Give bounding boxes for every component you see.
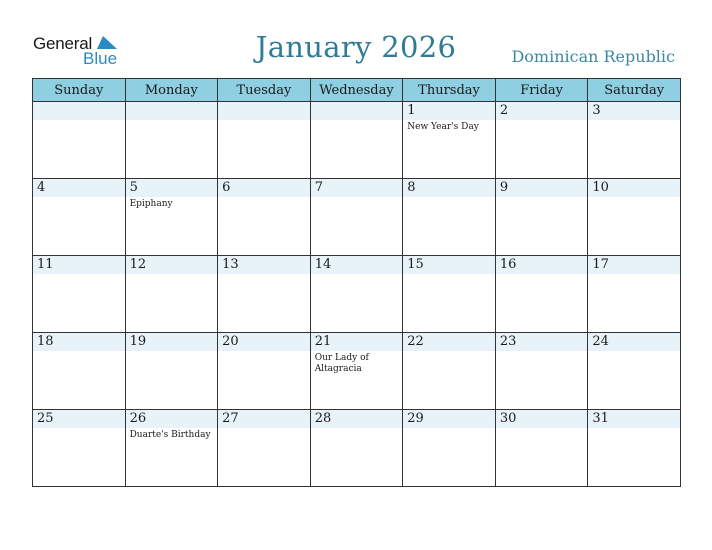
day-number: 9: [496, 179, 588, 197]
day-cell: [125, 256, 218, 333]
day-cell: [588, 333, 681, 410]
week-row: [33, 410, 681, 487]
day-number: [126, 102, 218, 120]
page-title: January 2026: [255, 30, 457, 64]
day-number: 31: [588, 410, 680, 428]
weekday-header: Sunday: [33, 79, 126, 102]
day-cell: [33, 256, 126, 333]
day-cell: [588, 410, 681, 487]
day-cell: [125, 333, 218, 410]
holiday-label: New Year's Day: [407, 122, 479, 132]
day-number: 6: [218, 179, 310, 197]
calendar-grid: [32, 78, 681, 487]
day-cell: [403, 102, 496, 179]
day-number: 12: [126, 256, 218, 274]
day-number: 1: [403, 102, 495, 120]
week-row: [33, 333, 681, 410]
day-number: 20: [218, 333, 310, 351]
day-cell: [403, 256, 496, 333]
weekday-header-row: [33, 79, 681, 102]
day-number: 23: [496, 333, 588, 351]
day-cell: [218, 410, 311, 487]
day-number: 18: [33, 333, 125, 351]
weekday-header: Tuesday: [218, 79, 311, 102]
day-cell: [310, 102, 403, 179]
day-cell: [403, 410, 496, 487]
weekday-header: Saturday: [588, 79, 681, 102]
day-cell: [495, 179, 588, 256]
day-number: 28: [311, 410, 403, 428]
day-cell: [218, 333, 311, 410]
day-number: 3: [588, 102, 680, 120]
day-cell: [403, 179, 496, 256]
day-cell: [588, 179, 681, 256]
day-number: 11: [33, 256, 125, 274]
day-cell: [495, 410, 588, 487]
day-number: 7: [311, 179, 403, 197]
day-cell: [125, 102, 218, 179]
day-number: 8: [403, 179, 495, 197]
day-cell: [125, 179, 218, 256]
day-number: 2: [496, 102, 588, 120]
holiday-label: Duarte's Birthday: [129, 430, 211, 440]
day-cell: [310, 333, 403, 410]
logo-text-blue: Blue: [83, 49, 118, 68]
day-cell: [495, 333, 588, 410]
weekday-header: Friday: [495, 79, 588, 102]
day-cell: [33, 333, 126, 410]
day-cell: [310, 256, 403, 333]
week-row: [33, 179, 681, 256]
day-number: 14: [311, 256, 403, 274]
day-cell: [310, 179, 403, 256]
week-row: [33, 102, 681, 179]
day-cell: [495, 102, 588, 179]
logo-text-general: General: [33, 34, 93, 53]
weekday-header: Monday: [125, 79, 218, 102]
day-number: 13: [218, 256, 310, 274]
day-number: 5: [126, 179, 218, 197]
weekday-header: Thursday: [403, 79, 496, 102]
day-number: 27: [218, 410, 310, 428]
day-cell: [33, 179, 126, 256]
day-number: 25: [33, 410, 125, 428]
weekday-header: Wednesday: [310, 79, 403, 102]
day-cell: [588, 102, 681, 179]
day-number: 19: [126, 333, 218, 351]
day-cell: [218, 179, 311, 256]
day-number: [33, 102, 125, 120]
day-cell: [33, 410, 126, 487]
day-number: 17: [588, 256, 680, 274]
day-cell: [125, 410, 218, 487]
day-number: 24: [588, 333, 680, 351]
country-label: Dominican Republic: [511, 47, 675, 66]
day-number: 29: [403, 410, 495, 428]
day-cell: [495, 256, 588, 333]
day-number: 22: [403, 333, 495, 351]
day-number: 16: [496, 256, 588, 274]
holiday-label: Our Lady of Altagracia: [314, 353, 369, 374]
day-cell: [588, 256, 681, 333]
day-number: [218, 102, 310, 120]
day-number: 21: [311, 333, 403, 351]
day-cell: [218, 102, 311, 179]
day-cell: [218, 256, 311, 333]
day-number: 4: [33, 179, 125, 197]
day-cell: [310, 410, 403, 487]
holiday-label: Epiphany: [129, 199, 173, 209]
day-number: 26: [126, 410, 218, 428]
day-number: 30: [496, 410, 588, 428]
day-cell: [403, 333, 496, 410]
day-cell: [33, 102, 126, 179]
week-row: [33, 256, 681, 333]
day-number: 15: [403, 256, 495, 274]
day-number: [311, 102, 403, 120]
day-number: 10: [588, 179, 680, 197]
